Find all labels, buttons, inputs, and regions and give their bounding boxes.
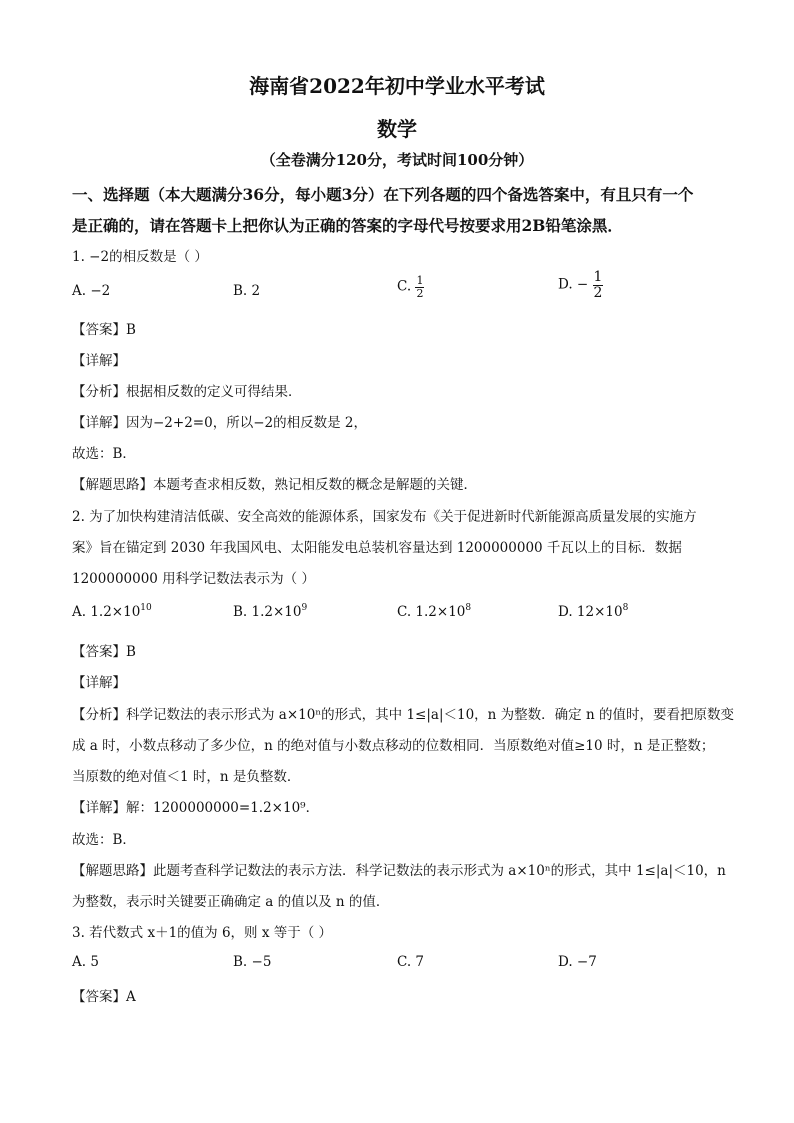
q2-analysis-line3: 当原数的绝对值＜1 时，n 是负整数．: [72, 769, 301, 785]
q3-stem: 3. 若代数式 x＋1的值为 6，则 x 等于（ ）: [72, 925, 333, 941]
q3-option-b: B. −5: [233, 954, 272, 970]
q1-analysis: 【分析】根据相反数的定义可得结果．: [72, 384, 302, 400]
q1-option-d-label: D. −: [558, 276, 589, 293]
page-title: 海南省2022年初中学业水平考试: [249, 74, 545, 98]
q2-answer: 【答案】B: [72, 644, 136, 660]
q2-stem-line2: 案》旨在锚定到 2030 年我国风电、太阳能发电总装机容量达到 1200000000 千瓦以上的目标．数据: [72, 540, 682, 556]
q2-option-c: C. $1.2\times 10^8$: [397, 603, 472, 620]
q1-option-d: [558, 270, 603, 300]
q2-stem-line3: 1200000000 用科学记数法表示为（ ）: [72, 571, 315, 587]
q3-option-d: D. −7: [558, 954, 597, 970]
q3-option-a: A. 5: [72, 954, 99, 970]
q1-option-b: B. 2: [233, 283, 261, 299]
q3-option-c: C. 7: [397, 954, 425, 970]
q1-option-a: A. −2: [72, 283, 111, 299]
q1-answer: 【答案】B: [72, 322, 136, 338]
q2-stem-line1: 2. 为了加快构建清洁低碳、安全高效的能源体系，国家发布《关于促进新时代新能源高质量发展的实施方: [72, 509, 697, 525]
q1-option-d-fraction: $\frac{1}{2}$: [593, 269, 603, 301]
q2-option-d: D. $12\times 10^8$: [558, 603, 629, 620]
q2-idea-line1: 【解题思路】此题考查科学记数法的表示方法．科学记数法的表示形式为 a×10ⁿ的形式，其中 1≤|a|＜10，n: [72, 863, 726, 879]
q2-choose: 故选：B．: [72, 832, 136, 848]
section-instruction-line2: 是正确的，请在答题卡上把你认为正确的答案的字母代号按要求用2B铅笔涂黑．: [72, 216, 623, 235]
q2-idea-line2: 为整数，表示时关键要正确确定 a 的值以及 n 的值．: [72, 894, 390, 910]
q1-option-c-fraction: $\frac{1}{2}$: [416, 274, 424, 300]
q1-choose: 故选：B．: [72, 446, 136, 462]
q2-option-a: A. $1.2\times 10^{10}$: [72, 603, 152, 620]
section-instruction-line1: 一、选择题（本大题满分36分，每小题3分）在下列各题的四个备选答案中，有且只有一个: [72, 185, 694, 204]
q1-idea: 【解题思路】本题考查求相反数，熟记相反数的概念是解题的关键．: [72, 477, 477, 493]
q1-stem: 1. −2的相反数是（ ）: [72, 249, 208, 265]
q2-option-b: B. $1.2\times 10^9$: [233, 603, 308, 620]
q2-detail-heading: 【详解】: [72, 675, 126, 691]
q2-analysis-line1: 【分析】科学记数法的表示形式为 a×10ⁿ的形式，其中 1≤|a|＜10，n 为整数．确定 n 的值时，要看把原数变: [72, 707, 734, 723]
subject-title: 数学: [377, 117, 417, 141]
q2-analysis-line2: 成 a 时，小数点移动了多少位，n 的绝对值与小数点移动的位数相同．当原数绝对值≥10 时，n 是正整数；: [72, 738, 715, 754]
q1-option-c-label: C.: [397, 278, 412, 295]
q1-explain: 【详解】因为−2+2=0，所以−2的相反数是 2，: [72, 415, 367, 431]
exam-info: （全卷满分120分，考试时间100分钟）: [260, 151, 534, 169]
q3-answer: 【答案】A: [72, 989, 136, 1005]
q1-option-c: [397, 275, 424, 299]
q2-explain: 【详解】解：1200000000=1.2×10⁹．: [72, 800, 320, 816]
q1-detail-heading: 【详解】: [72, 353, 126, 369]
